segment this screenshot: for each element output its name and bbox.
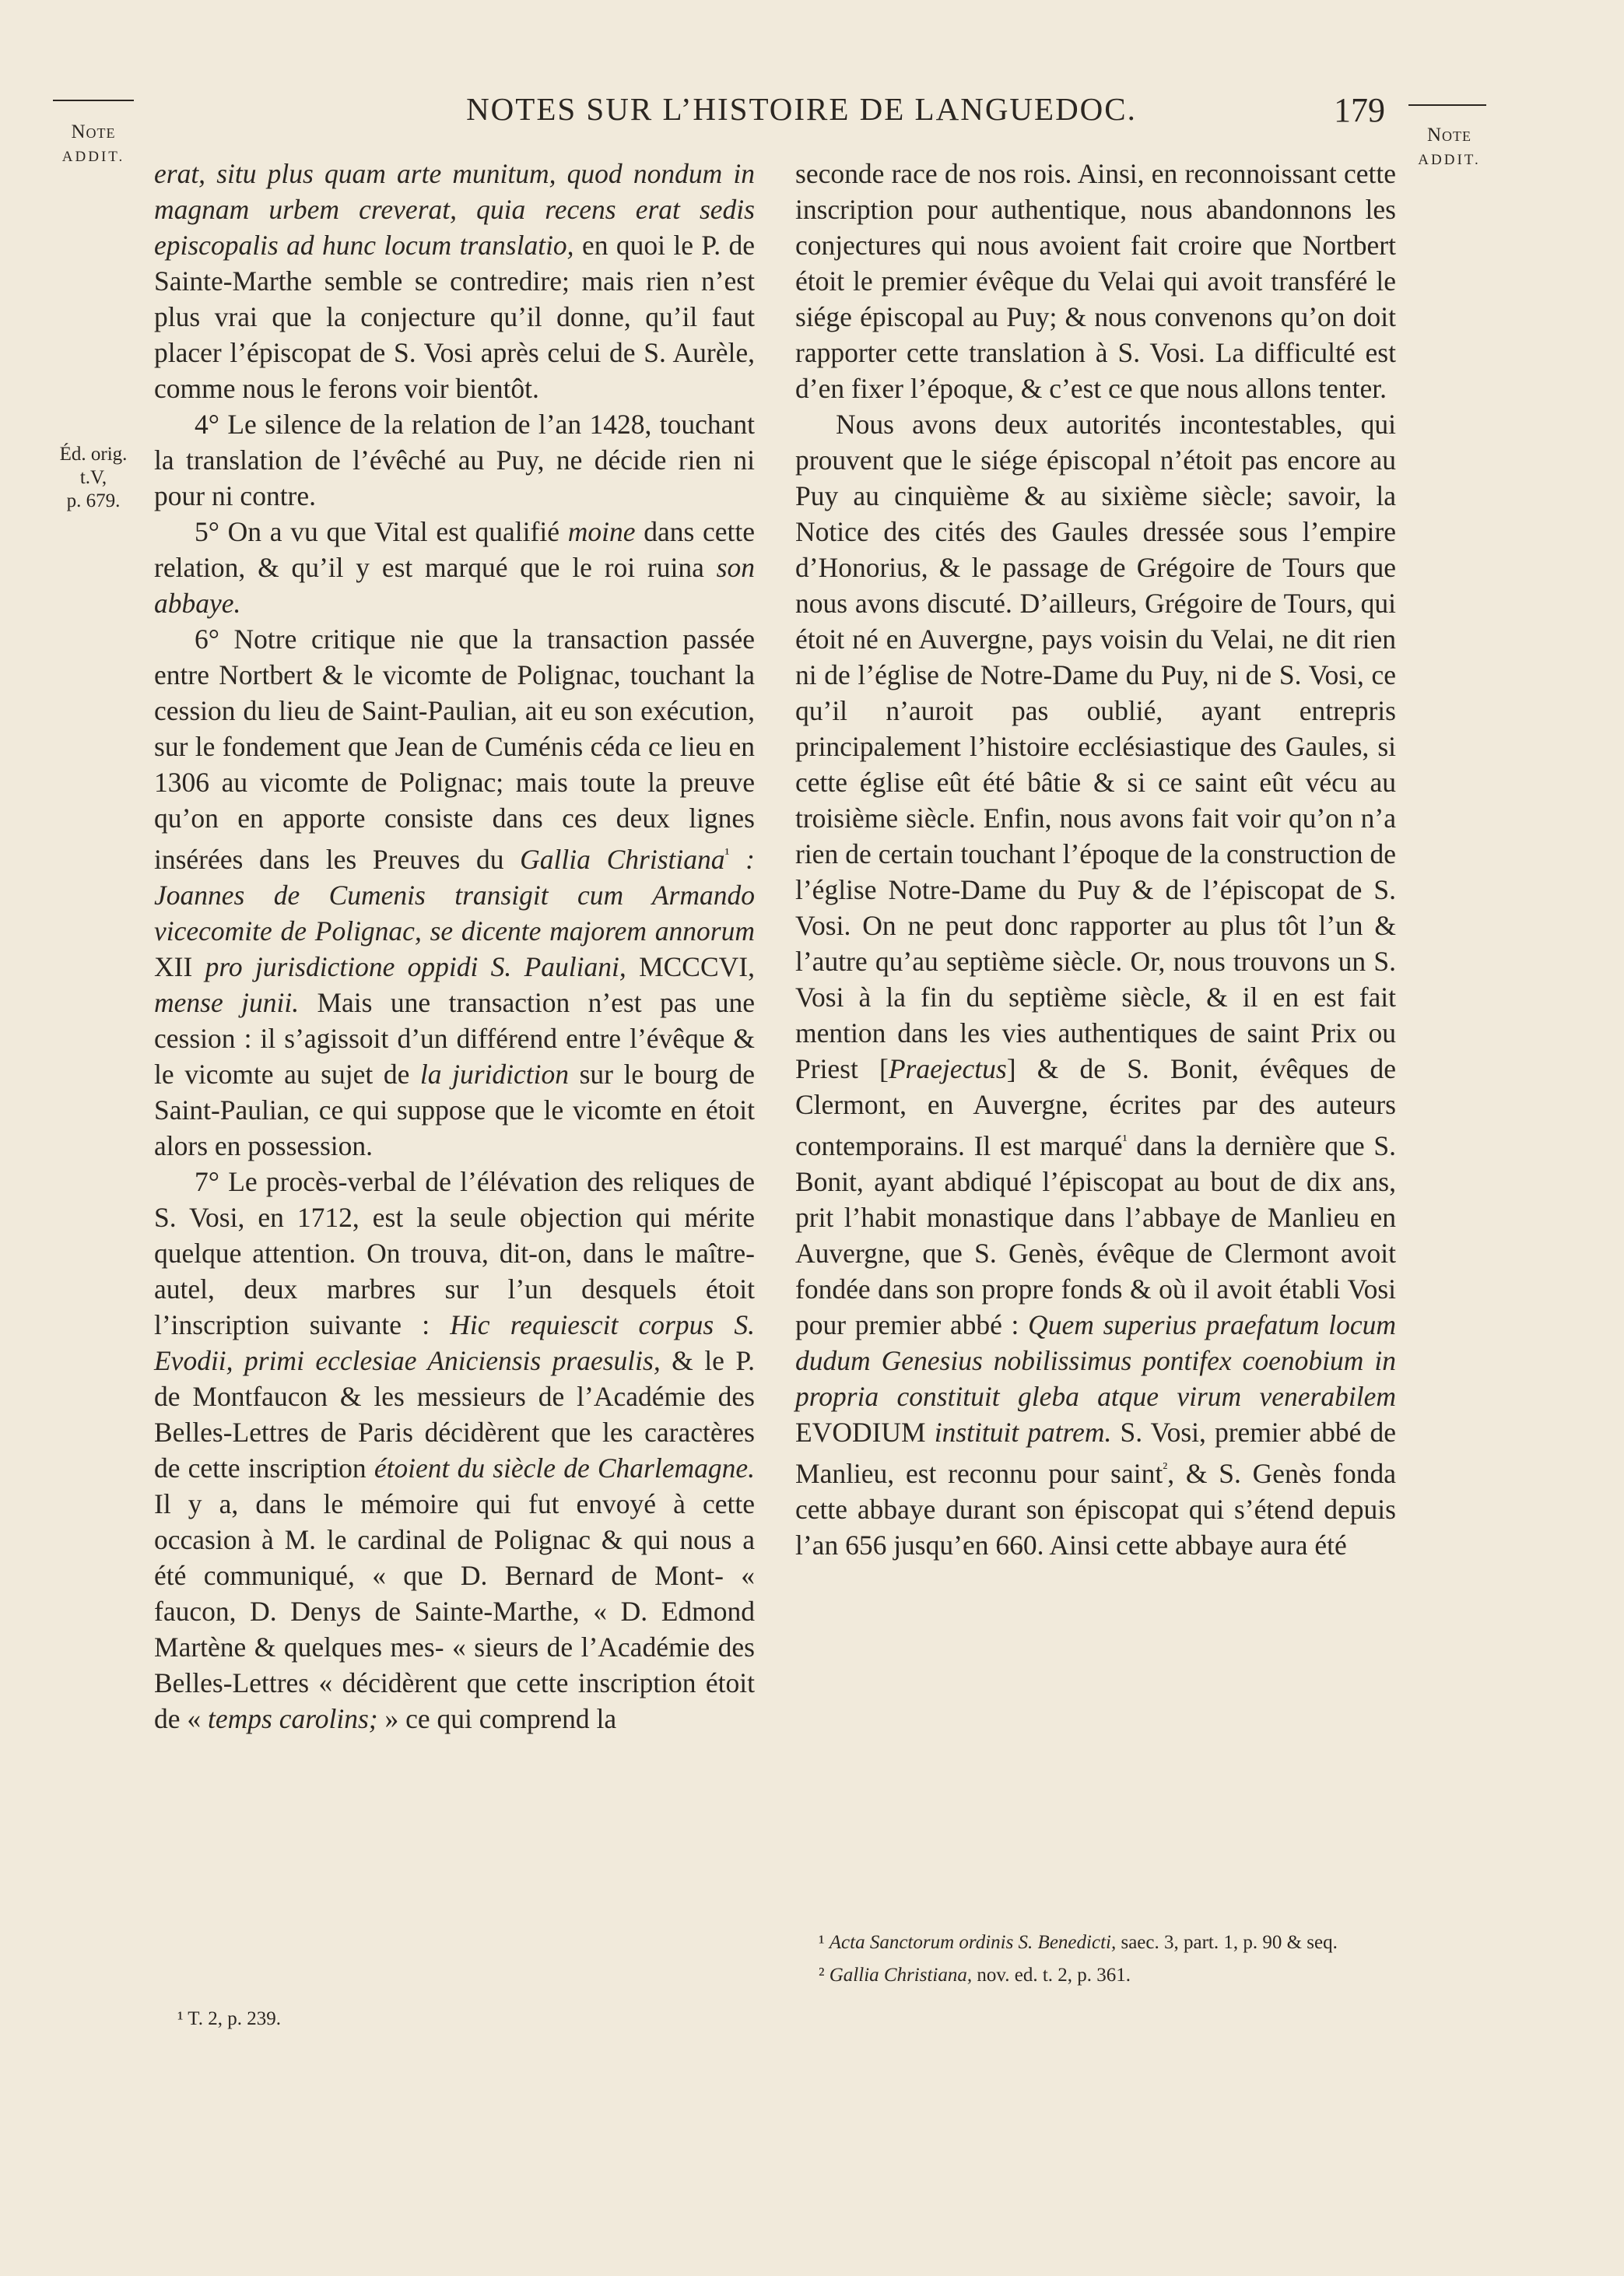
footnote-marker: ² [1163, 1459, 1168, 1477]
left-addit-word: ADDIT. [61, 148, 125, 165]
page-number: 179 [1334, 91, 1385, 129]
text: saec. 3, part. 1, p. 90 & seq. [1116, 1932, 1338, 1953]
text: , & S. Genès fonda cette abbaye durant son épiscopat qui s’étend depuis l’an 656 jusqu’en 660. Ainsi cette abbaye aura été [795, 1457, 1396, 1561]
left-header-rule [53, 100, 134, 101]
margin-edition-reference [39, 443, 148, 513]
text: 5° On a vu que Vital est qualifié [195, 516, 568, 547]
running-head-title: NOTES SUR L’HISTOIRE DE LANGUEDOC. [466, 91, 1137, 127]
text: nov. ed. t. 2, p. 361. [972, 1965, 1131, 1986]
italic-text: son abbaye. [154, 552, 755, 619]
text: ] & de S. Bonit, évêques de Clermont, en Auvergne, écrites par des auteurs contemporains. Il est marqué [795, 1053, 1396, 1161]
margin-ref-line3: p. 679. [66, 490, 121, 511]
right-note-label [1397, 125, 1502, 169]
footnote-marker: ¹ [724, 845, 730, 862]
text: Il y a, dans le mémoire qui fut envoyé à cette occasion à M. le cardinal de Polignac & qui nous a été communiqué, « que D. Bernard de Mont- « faucon, D. Denys de Sainte-Marthe, « D. Edmond Martène & quelques mes- « sieurs de l’Académie des Belles-Lettres « décidèrent que cette inscription étoit de « [154, 1487, 755, 1734]
footnote-1 [819, 1927, 1419, 1959]
text: » ce qui comprend la [377, 1702, 617, 1734]
text: en quoi le P. de Sainte-Marthe semble se contredire; mais rien n’est plus vrai que la conjecture qu’il donne, qu’il faut placer l’épiscopat de S. Vosi après celui de S. Aurèle, comme nous le ferons voir bientôt. [154, 230, 755, 404]
left-paragraph-7 [154, 1164, 755, 1737]
margin-ref-line2: t.V, [79, 467, 107, 488]
footnote-mark: ¹ [819, 1932, 830, 1953]
latin-quote: erat, situ plus quam arte munitum, quod nondum in magnam urbem creverat, quia recens erat sedis episcopalis ad hunc locum translatio, [154, 158, 755, 261]
footnote-2 [819, 1959, 1419, 1992]
left-footnote: ¹ T. 2, p. 239. [177, 2008, 281, 2029]
right-column [795, 156, 1396, 1563]
left-note-label [39, 121, 148, 166]
right-footnotes [819, 1927, 1419, 1992]
latin-quote: Quem superius praefatum locum dudum Genesius nobilissimus pontifex coenobium in propria constituit gleba atque virum venerabilem [795, 1308, 1396, 1412]
latin-quote: mense junii. [154, 986, 300, 1018]
margin-ref-line1: Éd. orig. [59, 444, 128, 465]
left-paragraph-continuation [154, 156, 755, 406]
italic-text: temps carolins; [208, 1702, 378, 1734]
left-paragraph-6 [154, 621, 755, 1164]
right-header-rule [1408, 104, 1486, 106]
text: sur le bourg de Saint-Paulian, ce qui suppose que le vicomte en étoit alors en possession. [154, 1058, 755, 1161]
text: & le P. de Montfaucon & les messieurs de l’Académie des Belles-Lettres de Paris décidèrent que les caractères de cette inscription [154, 1344, 756, 1484]
text: 6° Notre critique nie que la transaction passée entre Nortbert & le vicomte de Polignac, touchant la cession du lieu de Saint-Paulian, ait eu son exécution, sur le fondement que Jean de Cuménis céda ce lieu en 1306 au vicomte de Polignac; mais toute la preuve qu’on en apporte consiste dans ces deux lignes insérées dans les Preuves du [154, 623, 755, 875]
italic-text: étoient du siècle de Charlemagne. [374, 1452, 755, 1484]
latin-quote: pro jurisdictione oppidi S. Pauliani, [205, 950, 626, 982]
small-caps-name: EVODIUM [795, 1416, 935, 1448]
text: dans la dernière que S. Bonit, ayant abdiqué l’épiscopat au bout de dix ans, prit l’habit monastique dans l’abbaye de Manlieu en Auvergne, que S. Genès, évêque de Clermont avoit fondée dans son propre fonds & où il avoit établi Vosi pour premier abbé : [795, 1129, 1396, 1340]
right-paragraph-2 [795, 406, 1396, 1563]
text: dans cette relation, & qu’il y est marqué que le roi ruina [154, 516, 755, 583]
italic-text: Gallia Christiana, [829, 1965, 973, 1986]
footnote-marker: ¹ [1122, 1132, 1128, 1149]
italic-text: Acta Sanctorum ordinis S. Benedicti, [829, 1932, 1117, 1953]
roman-numeral: MCCCVI, [626, 950, 756, 982]
latin-quote: : Joannes de Cumenis transigit cum Armando vicecomite de Polignac, se dicente majorem annorum [154, 843, 755, 947]
roman-numeral: XII [154, 950, 205, 982]
footnote-mark: ² [819, 1965, 830, 1986]
text: Nous avons deux autorités incontestables, qui prouvent que le siége épiscopal n’étoit pas encore au Puy au cinquième & au sixième siècle; savoir, la Notice des cités des Gaules dressée sous l’empire d’Honorius, & le passage de Grégoire de Tours que nous avons discuté. D’ailleurs, Grégoire de Tours, qui étoit né en Auvergne, pays voisin du Velai, ne dit rien ni de l’église de Notre-Dame du Puy, ni de S. Vosi, ce qu’il n’auroit pas oublié, ayant entrepris principalement l’histoire ecclésiastique des Gaules, si cette église eût été bâtie & si ce saint eût vécu au troisième siècle. Enfin, nous avons fait voir qu’on n’a rien de certain touchant l’époque de la construction de l’église Notre-Dame du Puy & de l’épiscopat de S. Vosi. On ne peut donc rapporter au plus tôt l’un & l’autre qu’au septième siècle. Or, nous trouvons un S. Vosi à la fin du septième siècle, & il en est fait mention dans les vies authentiques de saint Prix ou Priest [ [795, 409, 1396, 1084]
right-paragraph-1: seconde race de nos rois. Ainsi, en reconnoissant cette inscription pour authentique, nous abandonnons les conjectures qui nous avoient fait croire que Nortbert étoit le premier évêque du Velai qui avoit transféré le siége épiscopal au Puy; & nous convenons qu’on doit rapporter cette translation à S. Vosi. La difficulté est d’en fixer l’époque, & c’est ce que nous allons tenter. [795, 158, 1396, 404]
left-paragraph-4: 4° Le silence de la relation de l’an 1428, touchant la translation de l’évêché au Puy, ne décide rien ni pour ni contre. [154, 409, 755, 511]
text: S. Vosi, premier abbé de Manlieu, est reconnu pour saint [795, 1416, 1397, 1489]
left-paragraph-5 [154, 514, 755, 621]
right-note-word: Note [1426, 125, 1472, 146]
left-column [154, 156, 755, 1737]
right-addit-word: ADDIT. [1418, 151, 1481, 168]
text: 7° Le procès-verbal de l’élévation des reliques de S. Vosi, en 1712, est la seule objection qui mérite quelque attention. On trouva, dit-on, dans le maître-autel, deux marbres sur l’un desquels étoit l’inscription suivante : [154, 1165, 755, 1340]
left-note-word: Note [71, 121, 116, 142]
italic-text: Gallia Christiana [520, 843, 725, 875]
italic-text: la juridiction [419, 1058, 569, 1090]
italic-text: moine [567, 516, 636, 547]
latin-quote: instituit patrem. [934, 1416, 1112, 1448]
text: Mais une transaction n’est pas une cession : il s’agissoit d’un différend entre l’évêque & le vicomte au sujet de [154, 986, 755, 1090]
italic-text: Praejectus [888, 1053, 1007, 1084]
latin-inscription: Hic requiescit corpus S. Evodii, primi ecclesiae Aniciensis praesulis, [154, 1308, 755, 1376]
